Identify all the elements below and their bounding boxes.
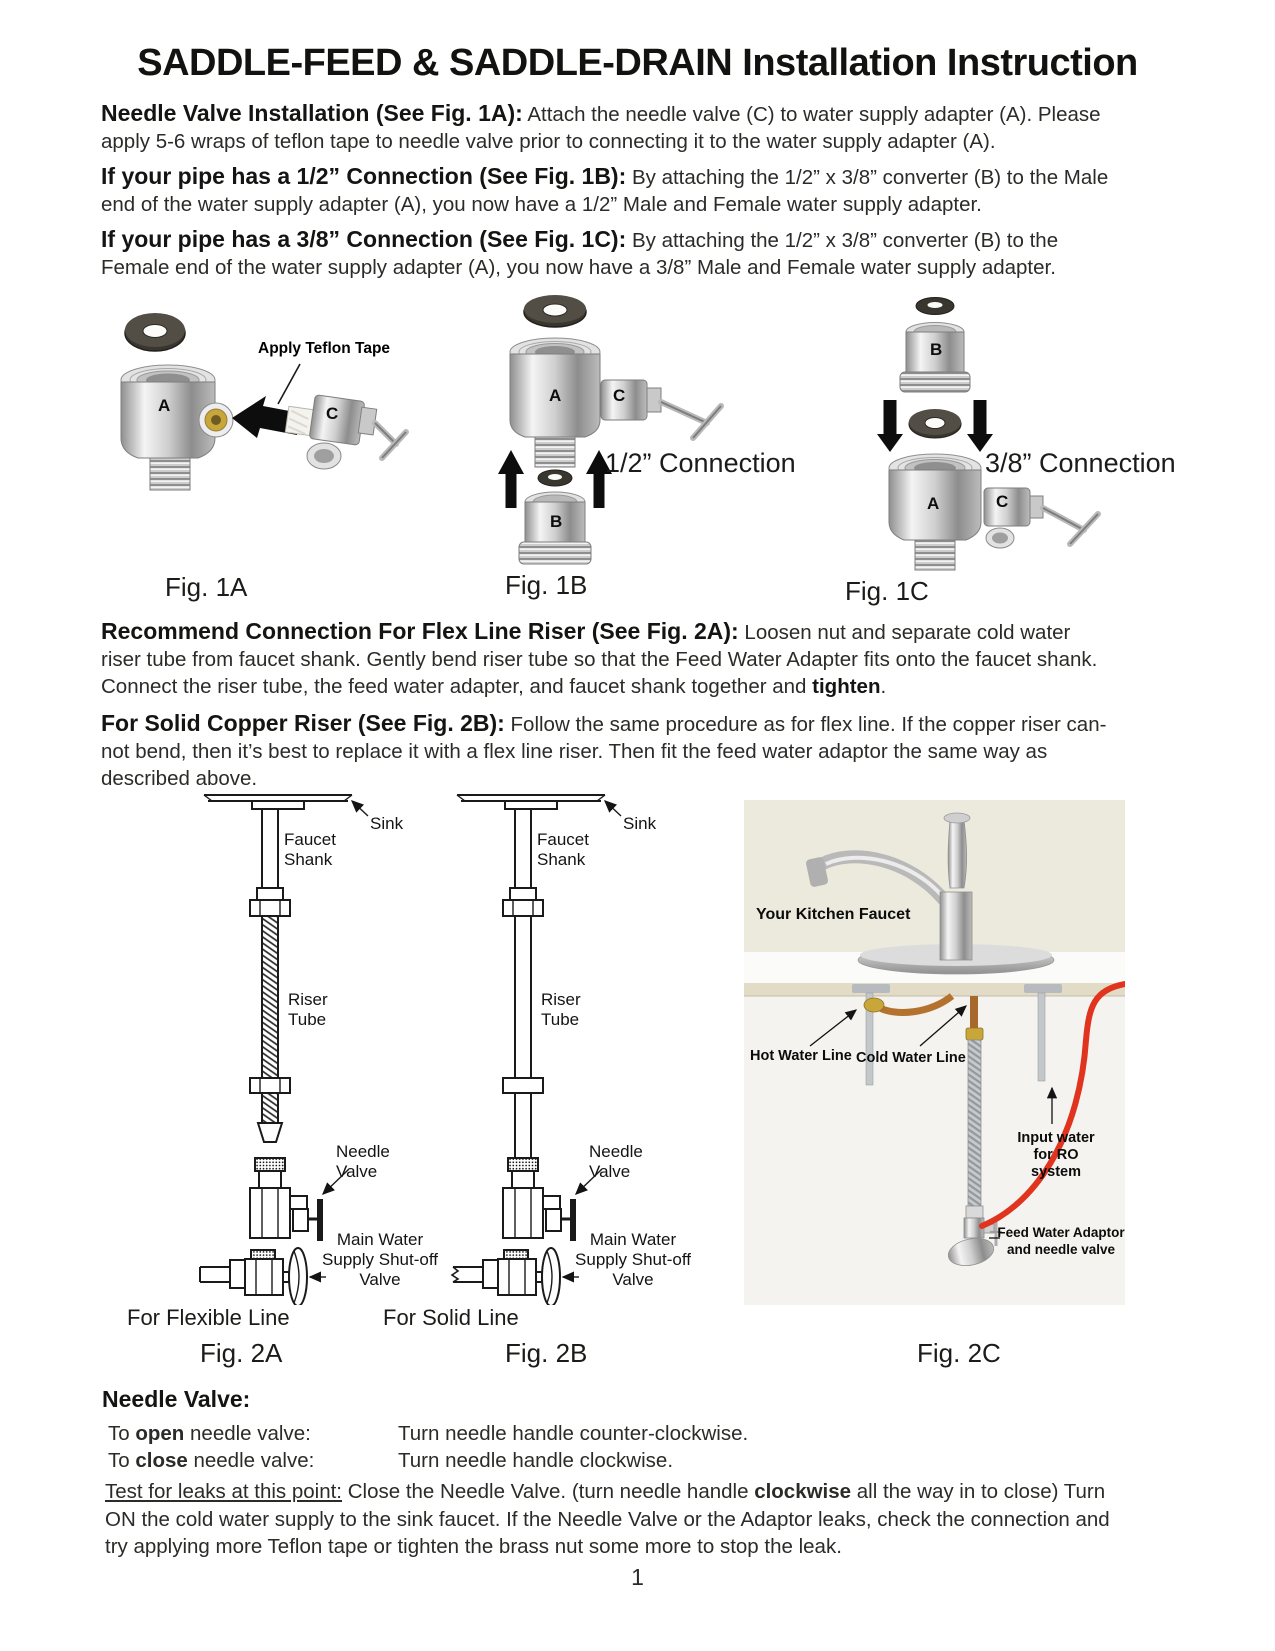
fig2a-label-riser-tube: Riser Tube <box>288 990 328 1029</box>
down-arrow-right <box>967 400 993 452</box>
section-flex-line-riser: Recommend Connection For Flex Line Riser (See Fig. 2A): Loosen nut and separate cold water riser tube from faucet shank. Gently bend riser tube so that the Feed Water Adapter fits onto the faucet shank. Connect the riser tube, the feed water adapter, and faucet shank together and tighten. <box>101 618 1098 698</box>
washer <box>125 313 185 351</box>
o-ring <box>916 298 954 315</box>
figure-2c <box>744 800 1125 1380</box>
fig2a-label-shutoff-valve: Main Water Supply Shut-off Valve <box>322 1230 438 1289</box>
fig1a-illustration <box>100 292 410 572</box>
emphasis-clockwise: clockwise <box>754 1480 852 1503</box>
needle-valve-c <box>285 395 406 469</box>
fig2c-label-cold-water: Cold Water Line <box>856 1050 966 1066</box>
fig2b-label-faucet-shank: Faucet Shank <box>537 830 589 869</box>
fig2c-label-feed-adaptor: Feed Water Adaptor and needle valve <box>997 1225 1125 1257</box>
up-arrow-left <box>498 450 524 508</box>
figure-caption: Fig. 2B <box>505 1338 588 1368</box>
needle-valve-open-action: To open needle valve: <box>108 1422 311 1445</box>
section-solid-copper-riser <box>101 710 1115 792</box>
riser-tube-drawing <box>503 916 543 1158</box>
fig2b-label-shutoff-valve: Main Water Supply Shut-off Valve <box>575 1230 691 1289</box>
riser-tube-drawing <box>250 916 290 1142</box>
figure-subcaption: For Flexible Line <box>127 1305 290 1330</box>
part-label-a: A <box>549 386 562 405</box>
fig2c-label-kitchen-faucet: Your Kitchen Faucet <box>756 906 911 923</box>
figure-1a <box>100 292 410 612</box>
needle-valve-heading: Needle Valve: <box>102 1386 251 1412</box>
section-heading: If your pipe has a 1/2” Connection (See Fig. 1B): <box>101 163 627 189</box>
page-title: SADDLE-FEED & SADDLE-DRAIN Installation Instruction <box>137 42 1138 84</box>
part-label-a: A <box>158 396 171 415</box>
fig1c-illustration <box>830 282 1190 587</box>
part-label-b: B <box>930 340 943 359</box>
figure-1c <box>830 282 1190 617</box>
section-body: By attaching the 1/2” x 3/8” converter (B) to the Female end of the water supply adapter (A), you now have a 3/8” Male and Female water supply adapter. <box>101 229 1059 279</box>
shutoff-valve-drawing <box>200 1248 307 1305</box>
section-heading: Recommend Connection For Flex Line Riser (See Fig. 2A): <box>101 618 739 644</box>
section-heading: For Solid Copper Riser (See Fig. 2B): <box>101 710 505 736</box>
leak-test-lead: Test for leaks at this point: <box>105 1480 343 1503</box>
teflon-tape-annotation: Apply Teflon Tape <box>258 340 391 357</box>
fig2a-label-faucet-shank: Faucet Shank <box>284 830 336 869</box>
fig2b-label-riser-tube: Riser Tube <box>541 990 581 1029</box>
section-heading: If your pipe has a 3/8” Connection (See Fig. 1C): <box>101 226 627 252</box>
figure-caption: Fig. 1C <box>845 576 929 606</box>
part-label-c: C <box>326 404 339 423</box>
part-label-c: C <box>613 386 626 405</box>
figure-caption: Fig. 1B <box>505 570 588 600</box>
annotation-pointer-line <box>278 364 300 404</box>
needle-valve-close-row <box>108 1449 673 1473</box>
needle-valve-open-result: Turn needle handle counter-clockwise. <box>398 1422 749 1445</box>
figure-2b <box>365 790 705 1380</box>
section-half-inch-connection <box>101 163 1115 218</box>
figure-1b <box>455 282 800 612</box>
emphasis-tighten: tighten <box>812 675 881 698</box>
part-label-c: C <box>996 492 1009 511</box>
fig2c-label-input-water: Input water for RO system <box>1017 1130 1095 1180</box>
section-needle-valve-installation <box>101 100 1115 155</box>
feed-water-adapter-drawing <box>503 1158 575 1240</box>
down-arrow-left <box>877 400 903 452</box>
section-body: Follow the same procedure as for flex line. If the copper riser can-not bend, then it’s best to replace it with a flex line riser. Then fit the feed water adaptor the same way as described above. <box>101 713 1107 790</box>
o-ring <box>538 470 572 486</box>
figure-caption: Fig. 1A <box>165 572 248 602</box>
leak-test-paragraph: Test for leaks at this point: Close the Needle Valve. (turn needle handle clockwise all the way in to close) Turn ON the cold water supply to the sink faucet. If the Needle Valve or the Adaptor leaks, check the connection and try applying more Teflon tape or tighten the brass nut some more to stop the leak. <box>105 1480 1110 1558</box>
needle-valve-open-row <box>108 1422 748 1446</box>
connection-size-label: 1/2” Connection <box>605 448 796 478</box>
fig2a-label-sink: Sink <box>370 814 404 833</box>
needle-valve-close-result: Turn needle handle clockwise. <box>398 1449 674 1472</box>
fig2b-drawing <box>365 790 705 1305</box>
section-heading: Needle Valve Installation (See Fig. 1A): <box>101 100 523 126</box>
sink-drawing <box>457 795 621 816</box>
figure-caption: Fig. 2A <box>200 1338 283 1368</box>
shutoff-valve-drawing <box>452 1248 560 1305</box>
fig2b-label-needle-valve: Needle Valve <box>589 1142 643 1181</box>
part-label-b: B <box>550 512 563 531</box>
fig1b-illustration <box>455 282 800 582</box>
section-body: Loosen nut and separate cold water riser tube from faucet shank. Gently bend riser tube so that the Feed Water Adapter fits onto the faucet shank. Connect the riser tube, the feed water adapter, and faucet shank together and <box>101 621 1098 698</box>
sink-drawing <box>204 795 368 816</box>
section-body: Attach the needle valve (C) to water supply adapter (A). Please apply 5-6 wraps of teflon tape to needle valve prior to connecting it to the water supply adapter (A). <box>101 103 1101 153</box>
feed-water-adapter-drawing <box>250 1158 322 1240</box>
water-supply-adapter-a <box>121 365 233 490</box>
figure-subcaption: For Solid Line <box>383 1305 519 1330</box>
fig2b-label-sink: Sink <box>623 814 657 833</box>
needle-valve-close-action: To close needle valve: <box>108 1449 315 1472</box>
fig2a-label-needle-valve: Needle Valve <box>336 1142 390 1181</box>
fig2c-label-hot-water: Hot Water Line <box>750 1048 852 1064</box>
washer <box>909 409 961 438</box>
section-body: By attaching the 1/2” x 3/8” converter (B) to the Male end of the water supply adapter (A), you now have a 1/2” Male and Female water supply adapter. <box>101 166 1109 216</box>
figure-caption: Fig. 2C <box>917 1338 1001 1368</box>
washer <box>524 295 586 327</box>
page-number: 1 <box>631 1564 644 1590</box>
section-three-eighths-connection <box>101 226 1115 281</box>
part-label-a: A <box>927 494 940 513</box>
connection-size-label: 3/8” Connection <box>985 448 1176 478</box>
